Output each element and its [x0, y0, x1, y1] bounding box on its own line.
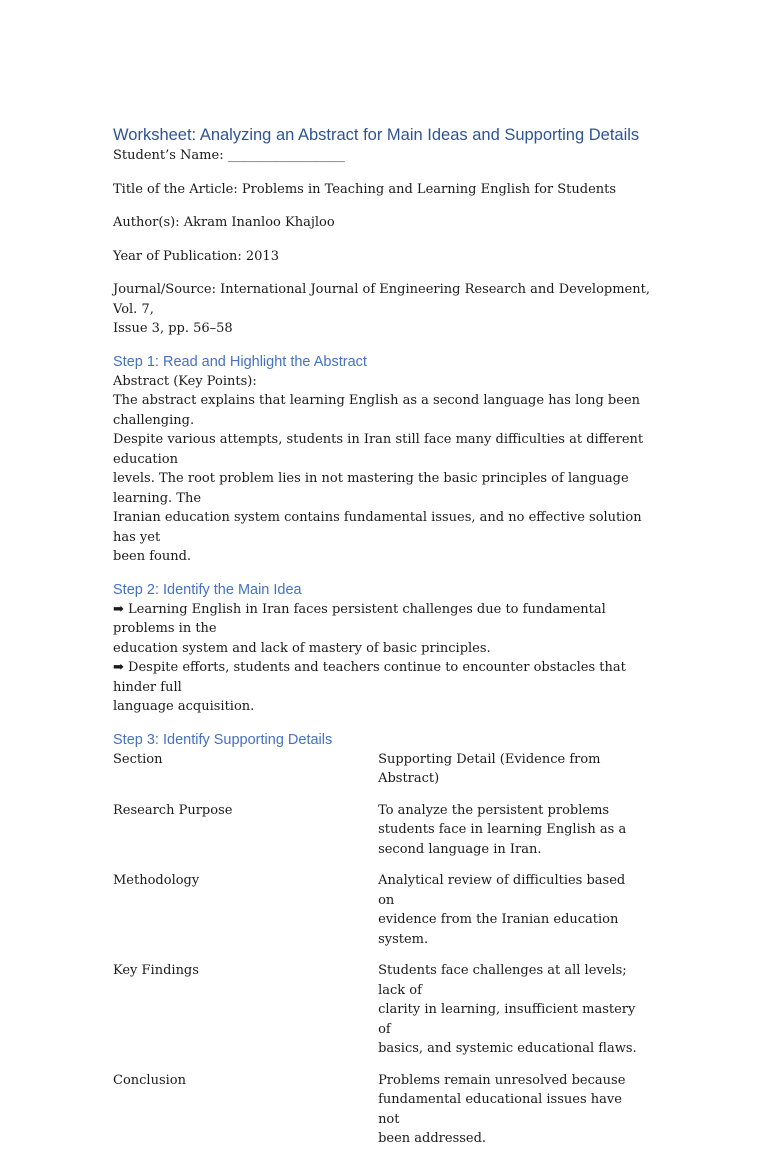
row-detail — [378, 1071, 656, 1161]
table-row — [113, 961, 656, 1071]
step3-heading: Step 3: Identify Supporting Details — [113, 731, 333, 748]
column-header-section: Section — [113, 751, 163, 767]
step2-heading: Step 2: Identify the Main Idea — [113, 581, 302, 598]
abstract-line: levels. The root problem lies in not mastering the basic principles of language learning. The — [113, 471, 633, 506]
detail-line: students face in learning English as a — [378, 822, 627, 837]
abstract-line: The abstract explains that learning English as a second language has long been challenging. — [113, 393, 645, 428]
detail-line: evidence from the Iranian education — [378, 912, 619, 927]
detail-line: Problems remain unresolved because — [378, 1072, 626, 1088]
student-name-field: Student’s Name: __________________ — [113, 148, 345, 163]
publication-year: Year of Publication: 2013 — [113, 248, 279, 264]
detail-line: system. — [378, 931, 429, 947]
supporting-details-table — [113, 750, 656, 1161]
article-title: Title of the Article: Problems in Teaching and Learning English for Students — [113, 181, 617, 197]
abstract-line: been found. — [113, 549, 192, 564]
detail-line: basics, and systemic educational flaws. — [378, 1041, 637, 1056]
worksheet-title: Worksheet: Analyzing an Abstract for Main Ideas and Supporting Details — [113, 126, 640, 144]
step1-heading: Step 1: Read and Highlight the Abstract — [113, 353, 367, 370]
main-idea-line: ➡ Despite efforts, students and teachers continue to encounter obstacles that hinder full — [113, 660, 631, 695]
abstract-summary — [113, 391, 656, 567]
table-row — [113, 871, 656, 961]
row-section: Conclusion — [113, 1072, 186, 1088]
detail-line: Analytical review of difficulties based on — [378, 873, 626, 908]
journal-line: Issue 3, pp. 56–58 — [113, 321, 233, 336]
main-idea-line: education system and lack of mastery of basic principles. — [113, 640, 491, 656]
detail-line: second language in Iran. — [378, 841, 542, 857]
journal-line: Journal/Source: International Journal of Engineering Research and Development, Vol. 7, — [113, 282, 655, 317]
row-section: Research Purpose — [113, 802, 233, 818]
main-idea-line: language acquisition. — [113, 699, 255, 714]
main-idea-list — [113, 600, 656, 717]
row-section: Methodology — [113, 873, 200, 888]
row-detail — [378, 871, 656, 961]
table-row — [113, 1071, 656, 1161]
abstract-line: Despite various attempts, students in Iran still face many difficulties at different education — [113, 432, 648, 467]
journal-source — [113, 280, 656, 339]
abstract-line: Iranian education system contains fundamental issues, and no effective solution has yet — [113, 510, 646, 545]
row-detail — [378, 801, 656, 872]
detail-line: fundamental educational issues have not — [378, 1092, 622, 1127]
detail-line: To analyze the persistent problems — [378, 802, 610, 818]
row-section: Key Findings — [113, 963, 199, 978]
detail-line: clarity in learning, insufficient mastery of — [378, 1002, 636, 1037]
table-row — [113, 801, 656, 872]
row-detail — [378, 961, 656, 1071]
abstract-label: Abstract (Key Points): — [113, 373, 257, 389]
table-header-row — [113, 750, 656, 801]
column-header-detail: Supporting Detail (Evidence from Abstract) — [378, 751, 601, 786]
authors: Author(s): Akram Inanloo Khajloo — [113, 215, 335, 230]
detail-line: Students face challenges at all levels; lack of — [378, 963, 627, 998]
detail-line: been addressed. — [378, 1131, 487, 1146]
main-idea-line: ➡ Learning English in Iran faces persistent challenges due to fundamental problems in the — [113, 601, 610, 636]
